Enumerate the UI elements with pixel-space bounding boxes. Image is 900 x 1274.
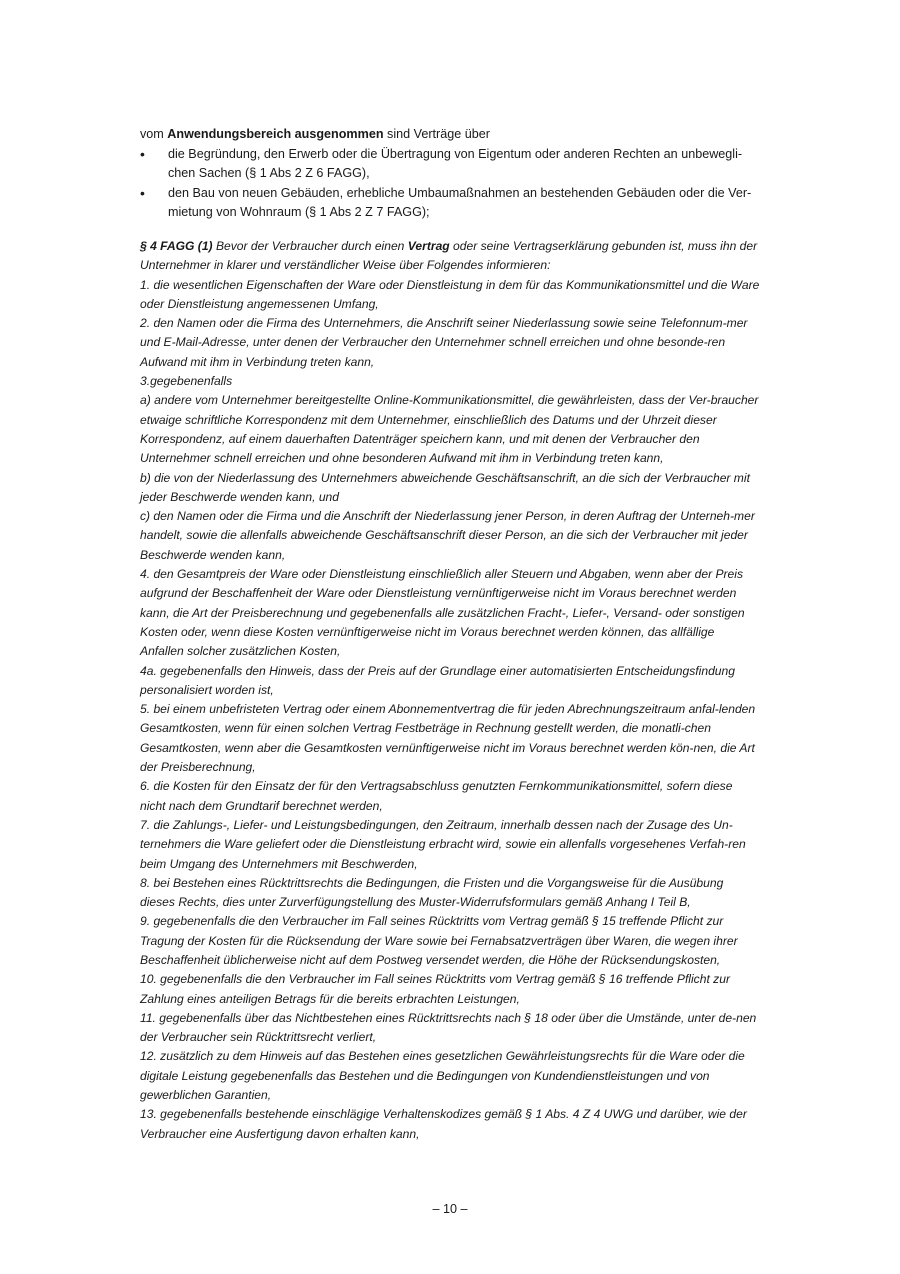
law-item: 11. gegebenenfalls über das Nichtbestehen eines Rücktrittsrechts nach § 18 oder über die Umstände, unter de-nen der Verbraucher sein Rücktrittsrecht verliert, xyxy=(140,1010,757,1045)
bullet-icon: • xyxy=(140,145,145,162)
law-item: a) andere vom Unternehmer bereitgestellte Online-Kommunikationsmittel, die gewährleisten, dass der Ver-braucher etwaige schriftliche Korrespondenz mit dem Unternehmer, einschließlich des Datums und der Uhrzeit dieser Korrespondenz, auf einem dauerhaften Datenträger speichern kann, und mit denen der Verbraucher den Unternehmer schnell erreichen und ohne besonderen Aufwand mit ihm in Verbindung treten kann, xyxy=(140,393,759,466)
page-number: – 10 – xyxy=(432,1202,468,1216)
law-item: 6. die Kosten für den Einsatz der für den Vertragsabschluss genutzten Fernkommunikationsmittel, sofern diese nicht nach dem Grundtarif berechnet werden, xyxy=(140,779,733,813)
list-item-text: die Begründung, den Erwerb oder die Übertragung von Eigentum oder anderen Rechten an unbewegli-chen Sachen (§ 1 Abs 2 Z 6 FAGG), xyxy=(168,146,743,180)
law-item: c) den Namen oder die Firma und die Anschrift der Niederlassung jener Person, in deren Auftrag der Unterneh-mer handelt, sowie die allenfalls abweichende Geschäftsanschrift dieser Person, an die sich der Verbraucher mit jeder Beschwerde wenden kann, xyxy=(140,509,755,562)
law-item: 3.gegebenenfalls xyxy=(140,374,233,389)
lead-suffix: sind Verträge über xyxy=(383,127,490,141)
exclusions-lead xyxy=(140,125,760,145)
law-item: 10. gegebenenfalls die den Verbraucher im Fall seines Rücktritts vom Vertrag gemäß § 16 treffende Pflicht zur Zahlung eines anteiligen Betrags für die bereits erbrachten Leistungen, xyxy=(140,972,730,1006)
law-item: 9. gegebenenfalls die den Verbraucher im Fall seines Rücktritts vom Vertrag gemäß § 15 treffende Pflicht zur Tragung der Kosten für die Rücksendung der Ware sowie bei Fernabsatzverträgen über Waren, die wegen ihrer Beschaffenheit üblicherweise nicht auf dem Postweg versendet werden, die Höhe der Rücksendungskosten, xyxy=(140,914,738,967)
law-item: 1. die wesentlichen Eigenschaften der Ware oder Dienstleistung in dem für das Kommunikationsmittel und die Ware oder Dienstleistung angemessenen Umfang, xyxy=(140,277,760,311)
bullet-icon: • xyxy=(140,184,145,201)
law-item: b) die von der Niederlassung des Unternehmers abweichende Geschäftsanschrift, an die sich der Verbraucher mit jeder Beschwerde wenden kann, und xyxy=(140,470,750,504)
exclusions-list xyxy=(140,145,760,223)
law-item: 4. den Gesamtpreis der Ware oder Dienstleistung einschließlich aller Steuern und Abgaben, wenn aber der Preis aufgrund der Beschaffenheit der Ware oder Dienstleistung vernünftigerweise nicht im Voraus berechnet werden kann, die Art der Preisberechnung und gegebenenfalls alle zusätzlichen Fracht-, Liefer-, Versand- oder sonstigen Kosten oder, wenn diese Kosten vernünftigerweise nicht im Voraus berechnet werden können, das allfällige Anfallen solcher zusätzlichen Kosten, xyxy=(140,567,745,659)
law-intro xyxy=(140,237,760,276)
list-item-text: den Bau von neuen Gebäuden, erhebliche Umbaumaßnahmen an bestehenden Gebäuden oder die Ver-mietung von Wohnraum (§ 1 Abs 2 Z 7 FAGG); xyxy=(168,185,752,219)
law-item: 4a. gegebenenfalls den Hinweis, dass der Preis auf der Grundlage einer automatisierten Entscheidungsfindung personalisiert worden ist, xyxy=(140,663,735,697)
lead-bold: Anwendungsbereich ausgenommen xyxy=(167,127,384,141)
list-item xyxy=(140,145,760,184)
law-intro-a: Bevor der Verbraucher durch einen xyxy=(212,239,408,253)
law-item: 13. gegebenenfalls bestehende einschlägige Verhaltenskodizes gemäß § 1 Abs. 4 Z 4 UWG und darüber, wie der Verbraucher eine Ausfertigung davon erhalten kann, xyxy=(140,1107,747,1141)
law-item: 8. bei Bestehen eines Rücktrittsrechts die Bedingungen, die Fristen und die Vorgangsweise für die Ausübung dieses Rechts, dies unter Zurverfügungstellung des Muster-Widerrufsformulars gemäß Anhang I Teil B, xyxy=(140,875,724,910)
law-intro-bold: Vertrag xyxy=(407,239,450,253)
law-heading: § 4 FAGG (1) xyxy=(140,239,213,253)
law-item: 2. den Namen oder die Firma des Unternehmers, die Anschrift seiner Niederlassung sowie seine Telefonnum-mer und E-Mail-Adresse, unter denen der Verbraucher den Unternehmer schnell erreichen und ohne besonde-ren Aufwand mit ihm in Verbindung treten kann, xyxy=(140,316,748,369)
law-item: 12. zusätzlich zu dem Hinweis auf das Bestehen eines gesetzlichen Gewährleistungsrechts für die Ware oder die digitale Leistung gegebenenfalls das Bestehen und die Bedingungen von Kundendienstleistungen und von gewerblichen Garantien, xyxy=(140,1049,745,1103)
law-item: 7. die Zahlungs-, Liefer- und Leistungsbedingungen, den Zeitraum, innerhalb dessen nach der Zusage des Un-ternehmers die Ware geliefert oder die Dienstleistung erbracht wird, sowie ein allenfalls vorgesehenes Verfah-ren beim Umgang des Unternehmers mit Beschwerden, xyxy=(140,817,746,871)
law-item: 5. bei einem unbefristeten Vertrag oder einem Abonnementvertrag die für jeden Abrechnungszeitraum anfal-lenden Gesamtkosten, wenn für einen solchen Vertrag Festbeträge in Rechnung gestellt werden, die monatli-chen Gesamtkosten, wenn aber die Gesamtkosten vernünftigerweise nicht im Voraus berechnet werden kön-nen, die Art der Preisberechnung, xyxy=(140,702,756,775)
lead-prefix: vom xyxy=(140,127,168,141)
law-section xyxy=(140,237,760,1144)
list-item xyxy=(140,184,760,223)
law-intro-b: oder seine Vertragserklärung gebunden ist, muss ihn der Unternehmer in klarer und verständlicher Weise über Folgendes informieren: xyxy=(140,239,758,273)
exclusions-section xyxy=(140,125,760,223)
